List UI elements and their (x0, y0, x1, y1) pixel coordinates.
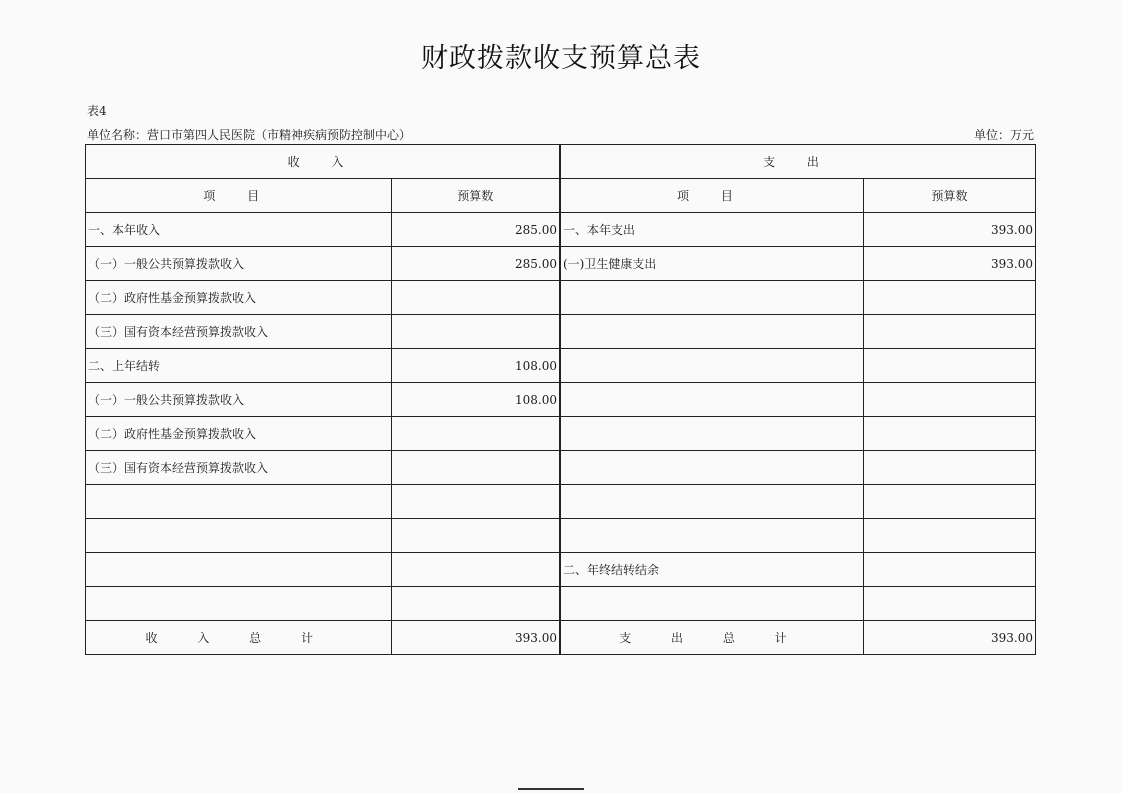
income-item-cell: （二）政府性基金预算拨款收入 (86, 281, 392, 315)
income-item-cell: （二）政府性基金预算拨款收入 (86, 417, 392, 451)
table-row (86, 281, 1036, 315)
expense-amount-cell (863, 315, 1035, 349)
income-total-amount: 393.00 (391, 621, 560, 655)
income-item-cell: （一）一般公共预算拨款收入 (86, 383, 392, 417)
income-amount-cell (391, 417, 560, 451)
bottom-edge-mark (518, 788, 584, 790)
expense-budget-header: 预算数 (863, 179, 1035, 213)
unit-measure: 单位：万元 (973, 128, 1034, 142)
table-row (86, 485, 1036, 519)
page-title: 财政拨款收支预算总表 (421, 43, 701, 74)
expense-amount-cell: 393.00 (863, 247, 1035, 281)
income-section-header: 收 入 (86, 145, 560, 179)
header-row-columns (86, 179, 1036, 213)
income-amount-cell (391, 281, 560, 315)
expense-amount-cell (863, 485, 1035, 519)
expense-amount-cell (863, 349, 1035, 383)
expense-total-amount: 393.00 (863, 621, 1035, 655)
income-amount-cell (391, 451, 560, 485)
expense-section-header: 支 出 (560, 145, 1036, 179)
income-item-cell (86, 553, 392, 587)
income-amount-cell: 108.00 (391, 349, 560, 383)
table-row (86, 553, 1036, 587)
expense-amount-cell (863, 587, 1035, 621)
income-total-label: 收 入 总 计 (86, 621, 392, 655)
income-amount-cell (391, 587, 560, 621)
expense-total-label: 支 出 总 计 (560, 621, 864, 655)
table-row (86, 587, 1036, 621)
income-amount-cell (391, 485, 560, 519)
expense-item-cell (560, 315, 864, 349)
income-amount-cell: 285.00 (391, 247, 560, 281)
income-item-cell: 一、本年收入 (86, 213, 392, 247)
table-row (86, 451, 1036, 485)
expense-item-cell (560, 519, 864, 553)
income-budget-header: 预算数 (391, 179, 560, 213)
table-row (86, 383, 1036, 417)
income-item-cell: （三）国有资本经营预算拨款收入 (86, 315, 392, 349)
form-number: 表4 (87, 104, 107, 118)
table-row (86, 417, 1036, 451)
income-item-cell: （三）国有资本经营预算拨款收入 (86, 451, 392, 485)
income-item-header: 项 目 (86, 179, 392, 213)
income-item-cell (86, 587, 392, 621)
income-item-cell (86, 519, 392, 553)
expense-item-cell: 一、本年支出 (560, 213, 864, 247)
income-amount-cell (391, 519, 560, 553)
expense-amount-cell (863, 417, 1035, 451)
income-amount-cell (391, 553, 560, 587)
table-row (86, 213, 1036, 247)
income-amount-cell: 108.00 (391, 383, 560, 417)
expense-amount-cell (863, 451, 1035, 485)
table-row (86, 247, 1036, 281)
expense-item-cell (560, 349, 864, 383)
expense-item-cell: 二、年终结转结余 (560, 553, 864, 587)
table-row (86, 349, 1036, 383)
unit-name: 单位名称：营口市第四人民医院（市精神疾病预防控制中心） (87, 128, 412, 142)
expense-amount-cell (863, 281, 1035, 315)
income-item-cell: （一）一般公共预算拨款收入 (86, 247, 392, 281)
income-item-cell (86, 485, 392, 519)
expense-item-cell (560, 451, 864, 485)
header-row-sections (86, 145, 1036, 179)
expense-item-cell (560, 417, 864, 451)
income-item-cell: 二、上年结转 (86, 349, 392, 383)
table-row (86, 519, 1036, 553)
expense-amount-cell: 393.00 (863, 213, 1035, 247)
expense-item-header: 项 目 (560, 179, 864, 213)
table-row (86, 315, 1036, 349)
expense-item-cell (560, 587, 864, 621)
income-amount-cell: 285.00 (391, 213, 560, 247)
income-amount-cell (391, 315, 560, 349)
expense-amount-cell (863, 553, 1035, 587)
expense-item-cell (560, 485, 864, 519)
expense-amount-cell (863, 383, 1035, 417)
expense-item-cell (560, 281, 864, 315)
totals-row (86, 621, 1036, 655)
expense-amount-cell (863, 519, 1035, 553)
expense-item-cell (560, 383, 864, 417)
budget-table (85, 144, 1036, 655)
expense-item-cell: (一)卫生健康支出 (560, 247, 864, 281)
